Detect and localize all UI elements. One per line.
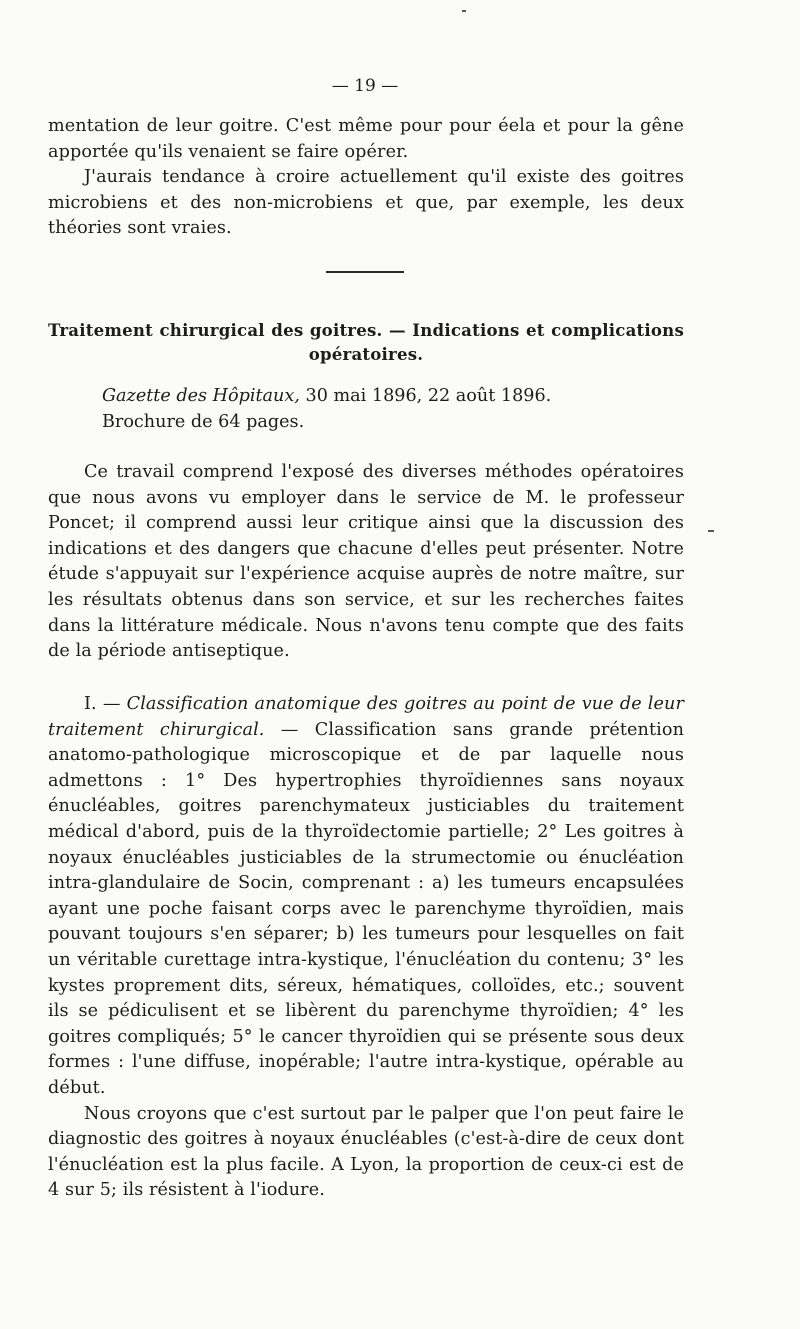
section-title-line-2: opératoires.: [308, 344, 424, 364]
scan-mark: [708, 530, 714, 532]
scan-mark: [462, 10, 466, 12]
citation-dates: 30 mai 1896, 22 août 1896.: [299, 386, 552, 406]
page-number: — 19 —: [331, 76, 399, 96]
intro-paragraph-2: J'aurais tendance à croire actuellement qu'il existe des goitres microbiens et des non-microbiens et que, par exemple, les deux théories sont vraies.: [48, 167, 684, 239]
body-paragraph-3: Nous croyons que c'est surtout par le palper que l'on peut faire le diagnostic des goitres à noyaux énucléables (c'est-à-dire de ceux dont l'énucléation est la plus facile. A Lyon, la proportion de ceux-ci est de 4 sur 5; ils résistent à l'iodure.: [48, 1103, 684, 1201]
paragraph-2-body: — Classification sans grande prétention anatomo-pathologique microscopique et de par laquelle nous admettons : 1° Des hypertrophies thyroïdiennes sans noyaux énucléables, goitres parenchymateux justiciables du traitement médical d'abord, puis de la thyroïdectomie partielle; 2° Les goitres à noyaux énucléables justiciables de la strumectomie ou énucléation intra-glandulaire de Socin, comprenant : a) les tumeurs encapsulées ayant une poche faisant corps avec le parenchyme thyroïdien, mais pouvant toujours s'en séparer; b) les tumeurs pour lesquelles on fait un véritable curettage intra-kystique, l'énucléation du contenu; 3° les kystes proprement dits, séreux, hématiques, colloïdes, etc.; souvent ils se pédiculisent et se libèrent du parenchyme thyroïdien; 4° les goitres compliqués; 5° le cancer thyroïdien qui se présente sous deux formes : l'une diffuse, inopérable; l'autre intra-kystique, opérable au début.: [48, 719, 685, 1098]
intro-text: [48, 114, 684, 242]
citation-source: [102, 384, 551, 410]
body-text: [48, 460, 684, 665]
citation-pages: Brochure de 64 pages.: [102, 411, 305, 432]
body-paragraph-2: [48, 692, 684, 1102]
paragraph-2-lead: I. —: [84, 694, 127, 714]
citation-journal: Gazette des Hôpitaux,: [102, 386, 300, 406]
body-paragraph-1: Ce travail comprend l'exposé des diverses méthodes opératoires que nous avons vu employer dans le service de M. le professeur Poncet; il comprend aussi leur critique ainsi que la discussion des indications et des dangers que chacune d'elles peut présenter. Notre étude s'appuyait sur l'expérience acquise auprès de notre maître, sur les résultats obtenus dans son service, et sur les recherches faites dans la littérature médicale. Nous n'avons tenu compte que des faits de la période antiseptique.: [48, 462, 684, 662]
intro-paragraph-1: mentation de leur goitre. C'est même pour pour éela et pour la gêne apportée qu'ils venaient se faire opérer.: [48, 116, 684, 162]
section-divider: [326, 271, 404, 273]
paragraph-2-heading: Classification anatomique des goitres au point de vue de leur traitement chirurgical.: [48, 694, 684, 740]
section-title: [48, 318, 684, 366]
classification-text: [48, 692, 684, 1204]
section-title-line-1: Traitement chirurgical des goitres. — Indications et complications: [48, 320, 684, 340]
citation: [102, 384, 551, 435]
